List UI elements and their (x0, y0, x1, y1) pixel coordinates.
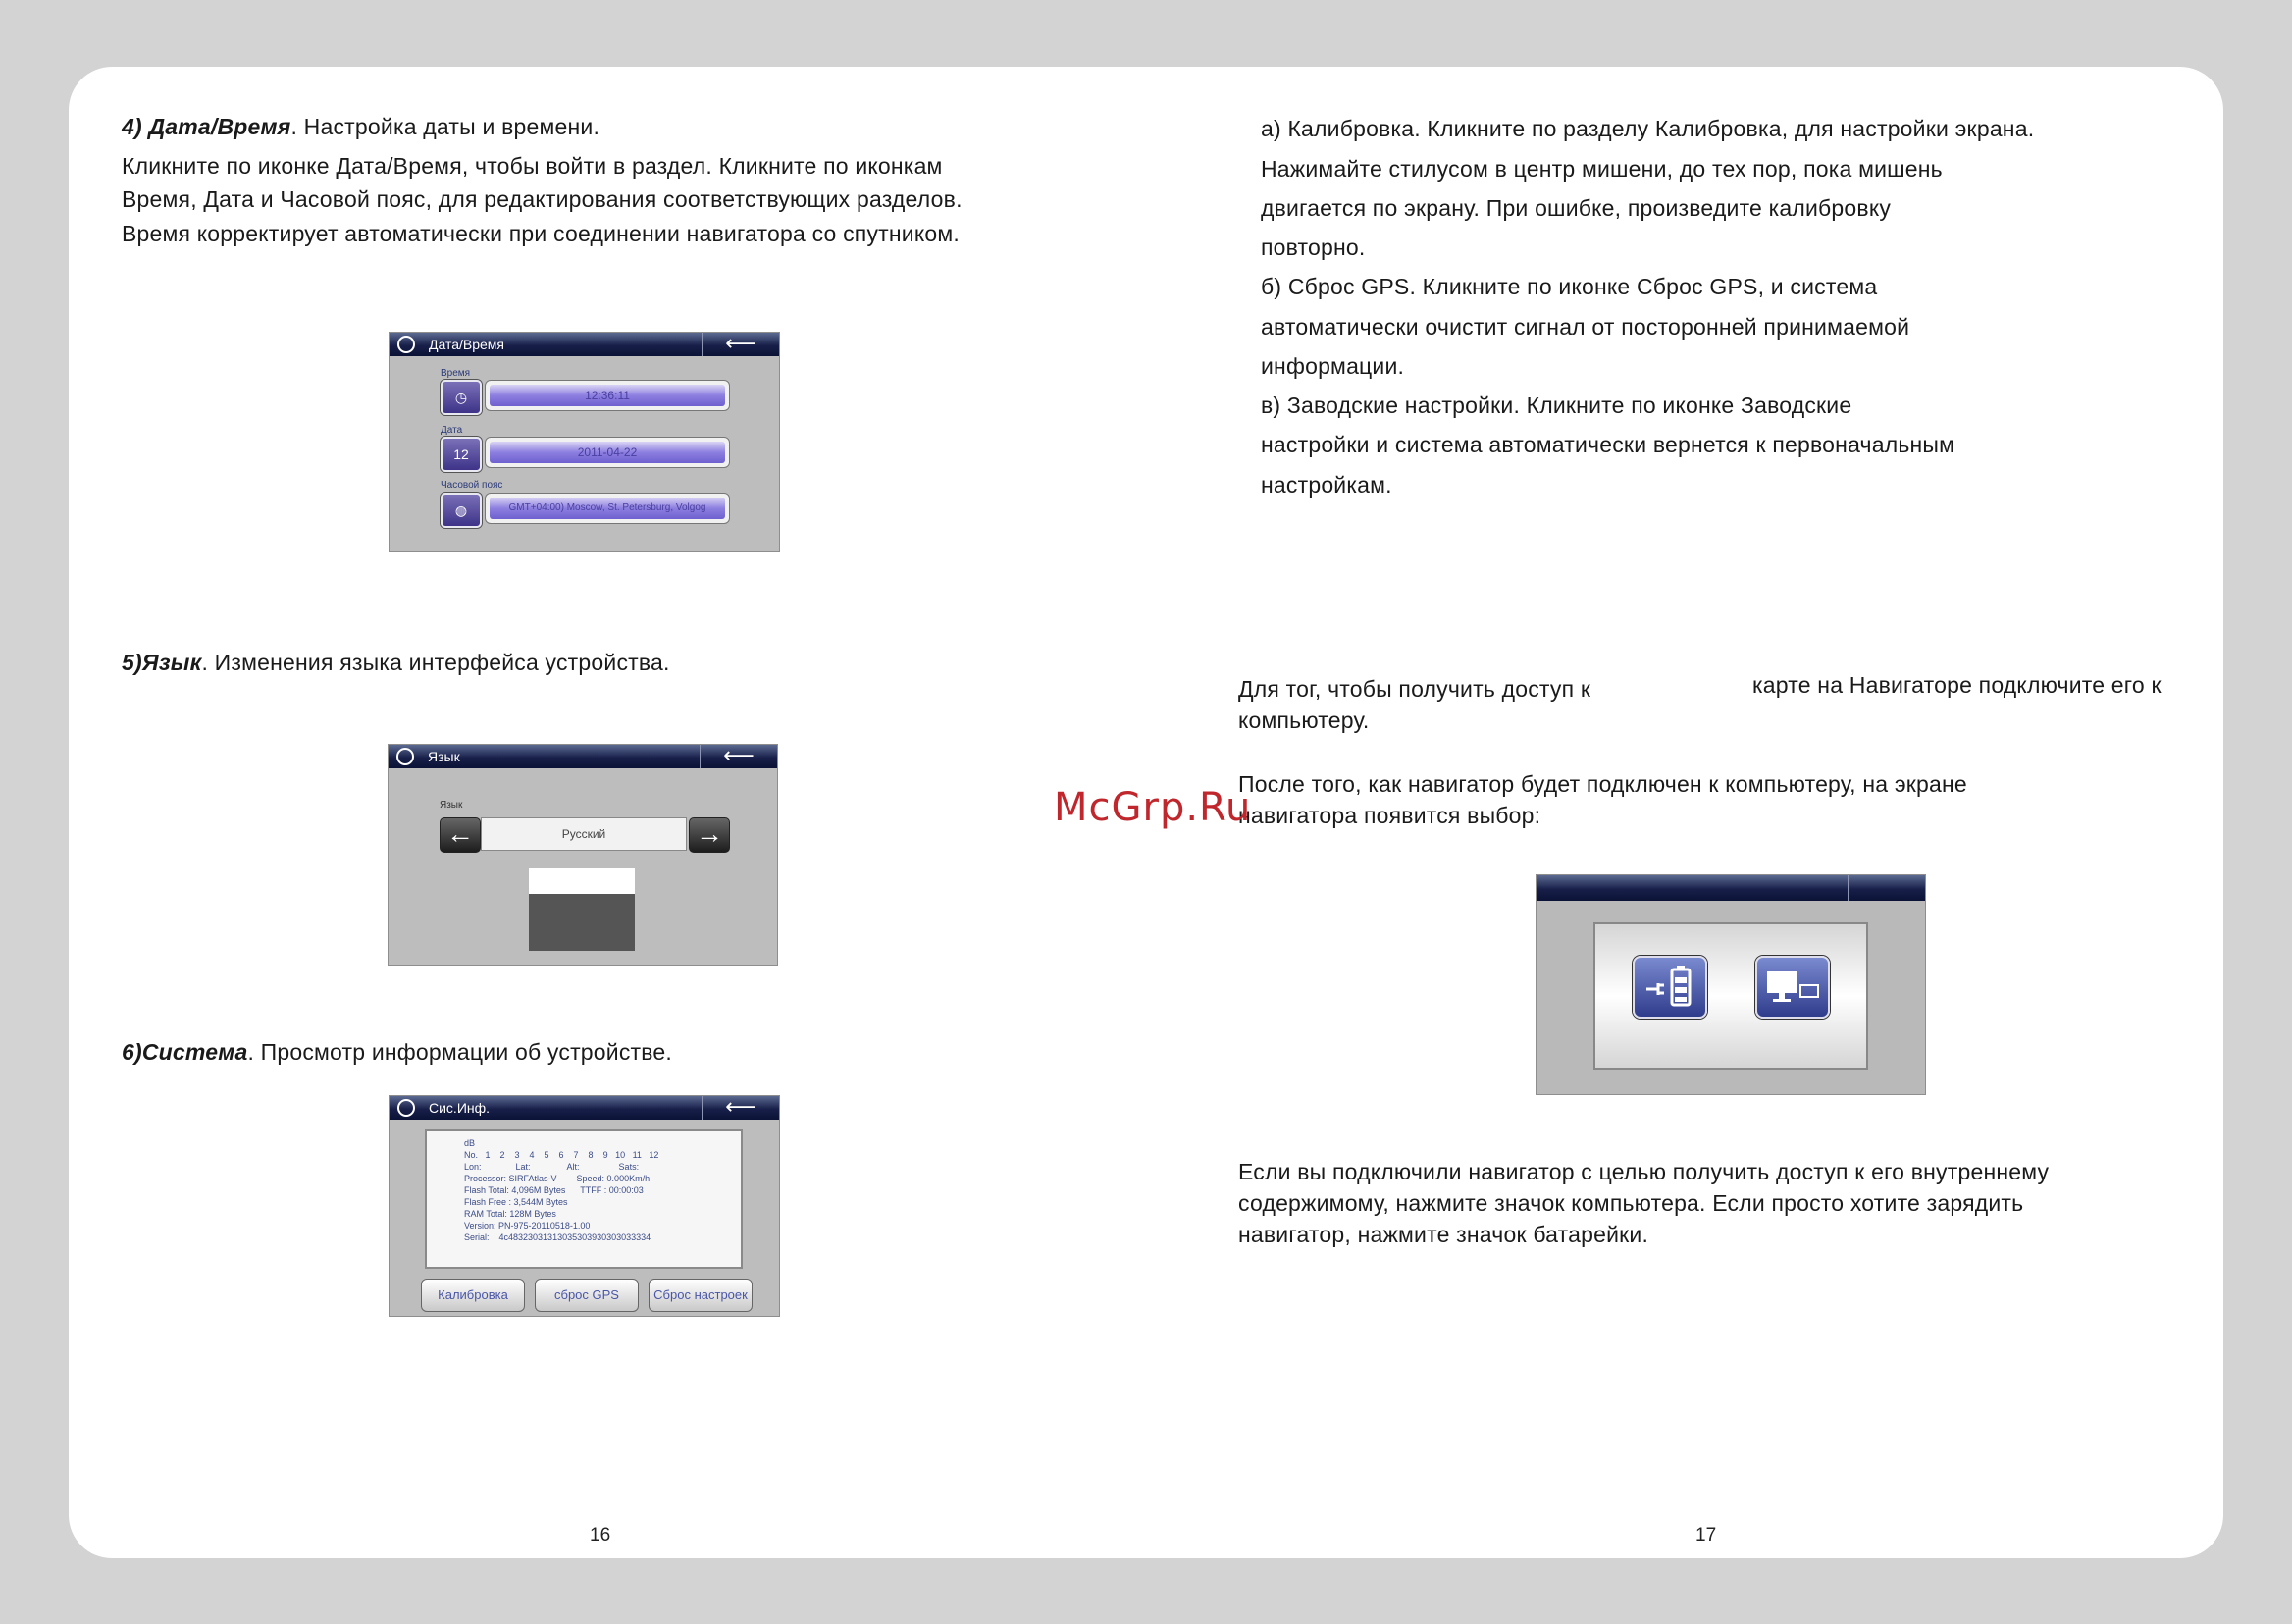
datetime-screen (389, 332, 780, 552)
right-para-6: автоматически очистит сигнал от посторонней принимаемой (1261, 314, 1910, 340)
datetime-title: Дата/Время (429, 337, 505, 352)
calendar-icon[interactable]: 12 (441, 437, 482, 472)
prev-arrow-icon[interactable]: ← (440, 817, 481, 853)
right-para-8: в) Заводские настройки. Кликните по иконке Заводские (1261, 393, 1852, 418)
section-4-line-2: Время, Дата и Часовой пояс, для редактирования соответствующих разделов. (122, 186, 963, 212)
language-label: Язык (440, 800, 463, 811)
language-icon (396, 748, 414, 765)
usb-titlebar (1537, 875, 1925, 901)
clock-icon (397, 336, 415, 353)
access-text-b: карте на Навигаторе подключите его к (1752, 672, 2162, 698)
globe-icon[interactable]: ◍ (441, 493, 482, 528)
timezone-label: Часовой пояс (441, 480, 503, 491)
gear-icon (397, 1099, 415, 1117)
timezone-value: GMT+04:00) Moscow, St. Petersburg, Volgog (490, 498, 725, 519)
sysinfo-title: Сис.Инф. (429, 1100, 491, 1116)
date-label: Дата (441, 425, 463, 436)
back-arrow-icon[interactable]: ⟵ (702, 1096, 779, 1120)
calibration-button[interactable]: Калибровка (421, 1279, 525, 1312)
access-text-a: Для тог, чтобы получить доступ к (1238, 676, 1591, 702)
time-value: 12:36:11 (490, 385, 725, 406)
flag-top (529, 868, 635, 894)
bottom-para-2: содержимому, нажмите значок компьютера. Если просто хотите зарядить (1238, 1190, 2024, 1216)
time-clock-icon[interactable]: ◷ (441, 380, 482, 415)
gps-reset-button[interactable]: сброс GPS (535, 1279, 639, 1312)
usb-choice-screen (1536, 874, 1926, 1095)
bottom-para-1: Если вы подключили навигатор с целью получить доступ к его внутреннему (1238, 1159, 2050, 1184)
section-5-heading: 5)Язык. Изменения языка интерфейса устройства. (122, 650, 670, 675)
datetime-titlebar (390, 333, 779, 356)
bottom-para-3: навигатор, нажмите значок батарейки. (1238, 1222, 1649, 1247)
after-connect-1: После того, как навигатор будет подключен к компьютеру, на экране (1238, 771, 1967, 797)
date-field[interactable] (485, 437, 730, 468)
back-arrow-icon[interactable]: ⟵ (700, 745, 777, 768)
right-para-4: повторно. (1261, 235, 1366, 260)
language-title: Язык (428, 749, 460, 764)
watermark: McGrp.Ru (1054, 785, 1252, 830)
next-arrow-icon[interactable]: → (689, 817, 730, 853)
page-number-left: 16 (590, 1525, 611, 1545)
right-para-7: информации. (1261, 353, 1405, 379)
sysinfo-screen (389, 1095, 780, 1317)
language-titlebar (389, 745, 777, 768)
titlebar-divider (1848, 875, 1925, 901)
language-value: Русский (481, 817, 687, 851)
timezone-field[interactable] (485, 493, 730, 524)
right-para-5: б) Сброс GPS. Кликните по иконке Сброс GPS, и система (1261, 274, 1878, 299)
section-6-heading: 6)Система. Просмотр информации об устройстве. (122, 1039, 673, 1065)
right-para-2: Нажимайте стилусом в центр мишени, до тех пор, пока мишень (1261, 156, 1943, 182)
sysinfo-panel: dB No. 1 2 3 4 5 6 7 8 9 10 11 12 Lon: Lat: Alt: Sats: Processor: SIRFAtlas-V Speed: 0.000Km/h Flash Total: 4,096M Bytes TTFF : 00:00:03 Flash Free : 3,544M Bytes RAM Total: 128M Bytes Version: PN-975-20110518-1.00 Serial: 4c48323031313035303930303033334 (425, 1129, 743, 1269)
factory-reset-button[interactable]: Сброс настроек (649, 1279, 753, 1312)
battery-charge-icon[interactable] (1633, 956, 1707, 1019)
right-para-3: двигается по экрану. При ошибке, произведите калибровку (1261, 195, 1892, 221)
section-4-line-1: Кликните по иконке Дата/Время, чтобы войти в раздел. Кликните по иконкам (122, 153, 943, 179)
date-value: 2011-04-22 (490, 442, 725, 463)
right-para-1: а) Калибровка. Кликните по разделу Калибровка, для настройки экрана. (1261, 116, 2035, 141)
time-field[interactable] (485, 380, 730, 411)
section-4-line-3: Время корректирует автоматически при соединении навигатора со спутником. (122, 221, 960, 246)
language-screen (388, 744, 778, 966)
right-para-9: настройки и система автоматически вернется к первоначальным (1261, 432, 1955, 457)
after-connect-2: навигатора появится выбор: (1238, 803, 1541, 828)
right-para-10: настройкам. (1261, 472, 1392, 498)
page-number-right: 17 (1695, 1525, 1717, 1545)
section-4-heading: 4) Дата/Время. Настройка даты и времени. (122, 114, 600, 139)
access-text-c: компьютеру. (1238, 707, 1370, 733)
back-arrow-icon[interactable]: ⟵ (702, 333, 779, 356)
sysinfo-titlebar (390, 1096, 779, 1120)
time-label: Время (441, 368, 471, 379)
computer-icon[interactable] (1755, 956, 1830, 1019)
flag-bottom (529, 894, 635, 951)
